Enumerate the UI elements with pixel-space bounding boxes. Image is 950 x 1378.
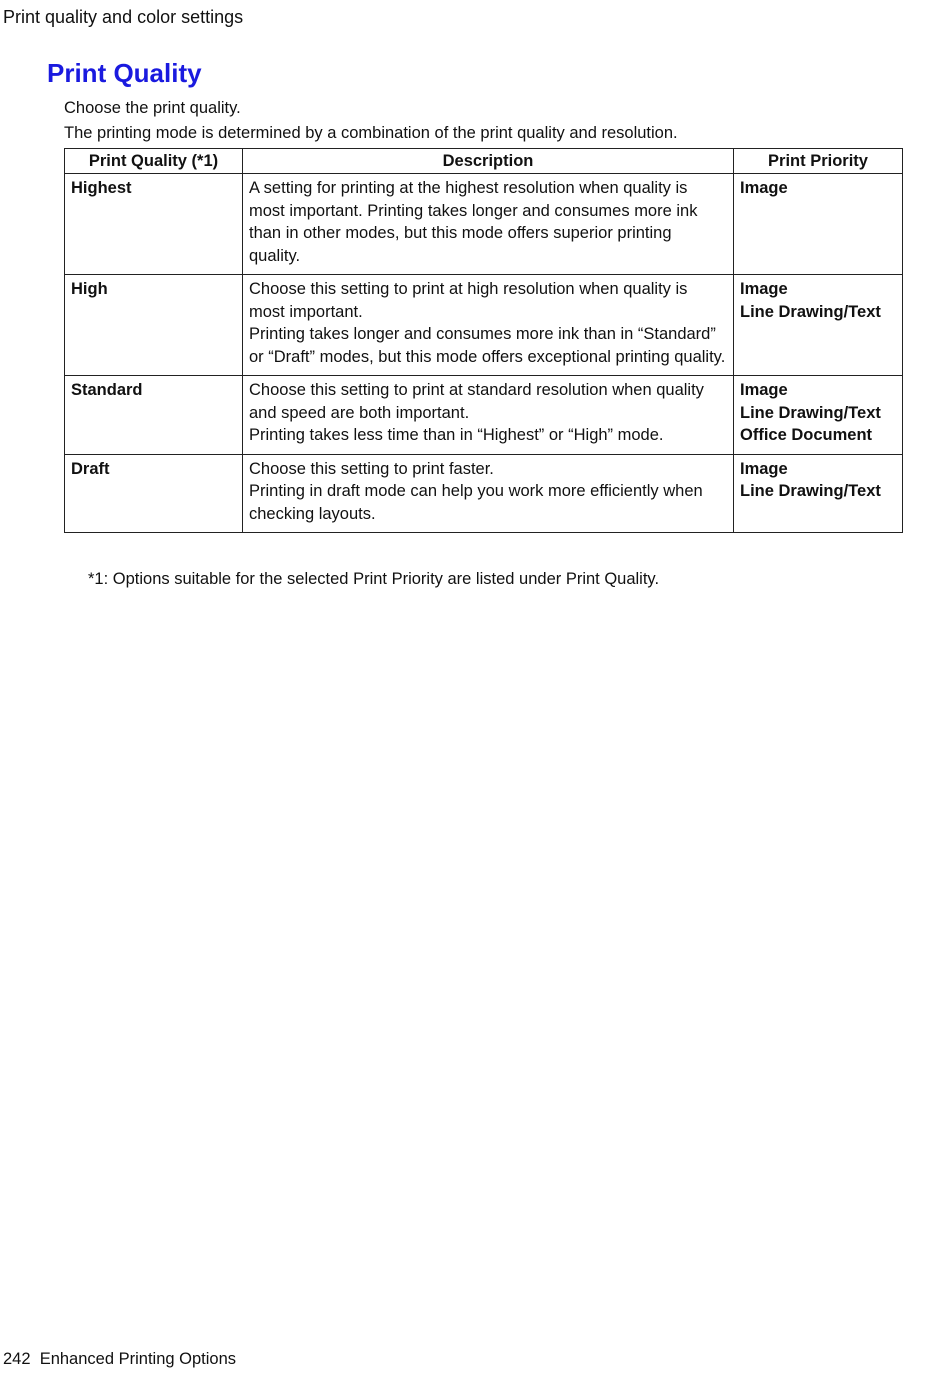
print-quality-table [64,148,903,533]
running-header-title: Print quality and color settings [3,7,244,27]
priority-item: Line Drawing/Text [740,482,881,500]
footer-chapter-title: Enhanced Printing Options [39,1350,236,1368]
priority-item: Line Drawing/Text [740,302,881,321]
intro-line: Choose the print quality. [64,99,241,117]
table-row [65,275,903,376]
description-text: Printing in draft mode can help you work more efficiently when checking layouts. [249,482,703,523]
description-text: Printing takes longer and consumes more ink than in “Standard” or “Draft” modes, but this mode offers exceptional printing quality. [249,325,726,366]
description-text: A setting for printing at the highest resolution when quality is most important. Printing takes longer and consumes more ink than in other modes, but this mode offers superior printing quality. [249,179,698,265]
column-header-description: Description [243,149,734,174]
quality-cell: Highest [65,174,243,275]
description-cell [243,454,734,533]
priority-item: Line Drawing/Text [740,403,881,422]
priority-item: Image [740,179,788,197]
table-footnote: *1: Options suitable for the selected Print Priority are listed under Print Quality. [88,570,660,588]
priority-cell [734,275,903,376]
intro-line: The printing mode is determined by a combination of the print quality and resolution. [64,123,678,142]
quality-cell: Standard [65,376,243,455]
description-text: Printing takes less time than in “Highest” or “High” mode. [249,426,664,444]
description-text: Choose this setting to print faster. [249,459,494,478]
description-cell [243,376,734,455]
table-row [65,376,903,455]
description-cell [243,174,734,275]
column-header-print-priority: Print Priority [734,149,903,174]
table-row [65,174,903,275]
priority-item: Image [740,459,788,478]
section-title: Print Quality [47,58,202,88]
description-text: Choose this setting to print at standard resolution when quality and speed are both important. [249,381,704,422]
priority-item: Office Document [740,426,873,444]
section-intro [64,96,924,145]
running-footer [3,1348,236,1370]
priority-item: Image [740,381,788,399]
description-cell [243,275,734,376]
table-row [65,454,903,533]
page-number: 242 [3,1350,31,1368]
quality-cell: High [65,275,243,376]
table-header-row [65,149,903,174]
priority-cell [734,174,903,275]
priority-cell [734,454,903,533]
running-header [3,6,243,28]
quality-cell: Draft [65,454,243,533]
description-text: Choose this setting to print at high resolution when quality is most important. [249,280,688,321]
column-header-print-quality: Print Quality (*1) [65,149,243,174]
priority-cell [734,376,903,455]
priority-item: Image [740,280,788,298]
